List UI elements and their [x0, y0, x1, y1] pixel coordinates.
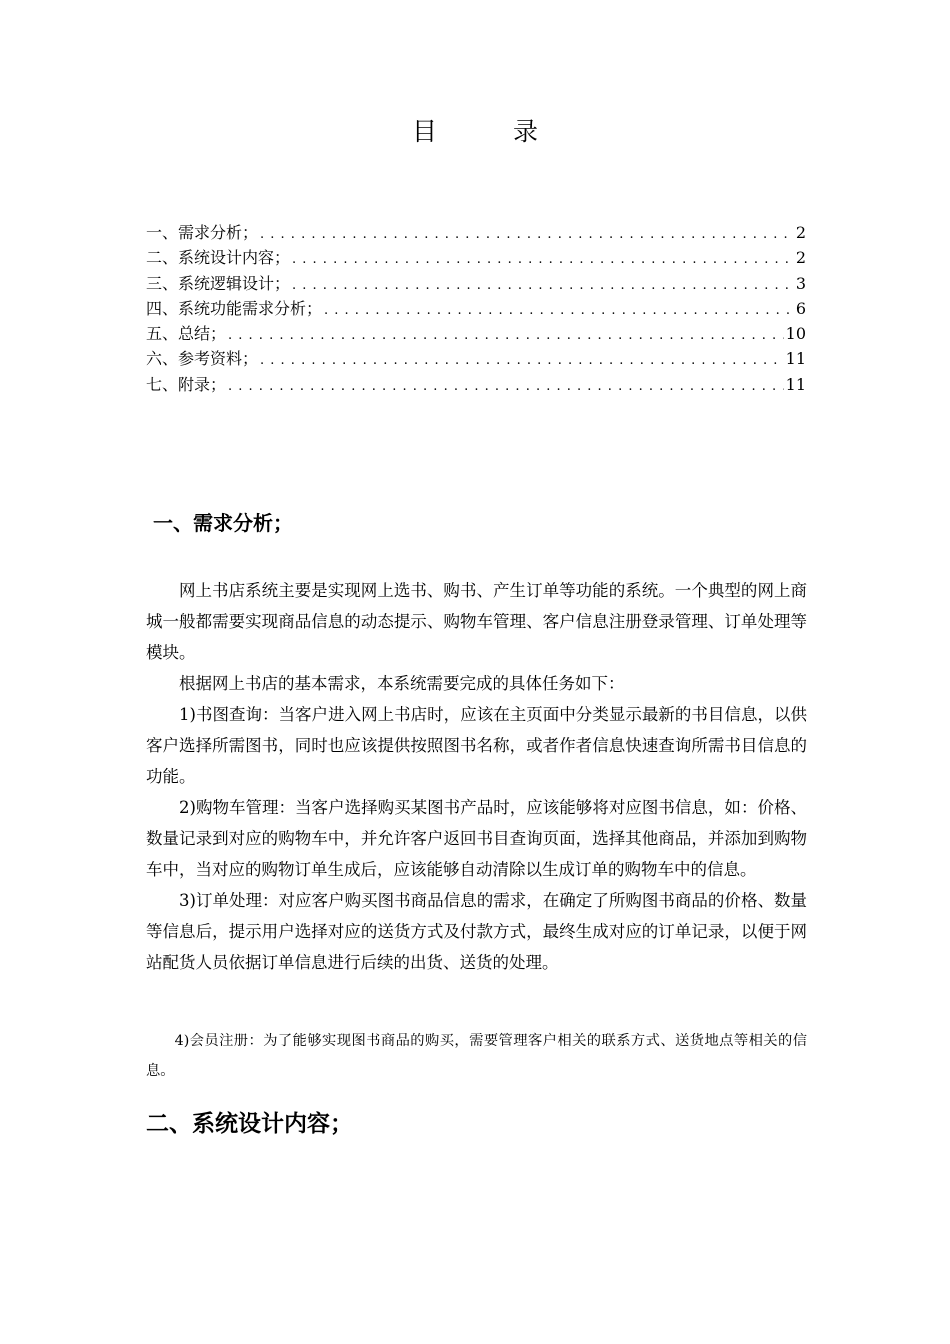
paragraph: 4)会员注册：为了能够实现图书商品的购买，需要管理客户相关的联系方式、送货地点等相关的信息。 [146, 1033, 807, 1079]
paragraph: 2)购物车管理：当客户选择购买某图书产品时，应该能够将对应图书信息，如：价格、数量记录到对应的购物车中，并允许客户返回书目查询页面，选择其他商品，并添加到购物车中，当对应的购物订单生成后，应该能够自动清除以生成订单的购物车中的信息。 [146, 798, 807, 879]
toc-entry[interactable] [146, 273, 806, 298]
paragraph: 网上书店系统主要是实现网上选书、购书、产生订单等功能的系统。一个典型的网上商城一般都需要实现商品信息的动态提示、购物车管理、客户信息注册登录管理、订单处理等模块。 [146, 581, 807, 662]
toc-title: 目 录 [412, 117, 572, 146]
toc-entry[interactable] [146, 323, 806, 348]
toc-leader-dots [228, 376, 784, 398]
section-2-heading: 二、系统设计内容； [146, 1111, 353, 1137]
toc-leader-dots [324, 300, 794, 322]
table-of-contents [146, 222, 806, 399]
toc-entry-label: 一、需求分析； [146, 223, 259, 242]
toc-entry-label: 二、系统设计内容； [146, 248, 291, 268]
toc-entry-page: 11 [785, 349, 806, 369]
toc-entry[interactable] [146, 348, 806, 373]
toc-entry[interactable] [146, 222, 806, 247]
section-1-note [146, 1026, 807, 1086]
toc-entry-page: 10 [785, 324, 806, 344]
toc-entry-page: 3 [795, 273, 806, 293]
toc-entry-label: 五、总结； [146, 324, 227, 344]
toc-entry-page: 6 [795, 298, 806, 318]
toc-leader-dots [260, 224, 794, 246]
paragraph: 根据网上书店的基本需求，本系统需要完成的具体任务如下： [179, 674, 625, 693]
paragraph: 1)书图查询：当客户进入网上书店时，应该在主页面中分类显示最新的书目信息，以供客户选择所需图书，同时也应该提供按照图书名称，或者作者信息快速查询所需书目信息的功能。 [146, 705, 807, 786]
toc-entry[interactable] [146, 247, 806, 272]
section-1-body [146, 575, 807, 978]
paragraph: 3)订单处理：对应客户购买图书商品信息的需求，在确定了所购图书商品的价格、数量等信息后，提示用户选择对应的送货方式及付款方式，最终生成对应的订单记录，以便于网站配货人员依据订单信息进行后续的出货、送货的处理。 [146, 891, 807, 972]
toc-entry-label: 四、系统功能需求分析； [146, 298, 323, 318]
toc-entry-label: 七、附录； [146, 374, 227, 394]
toc-leader-dots [292, 249, 794, 271]
toc-leader-dots [260, 350, 784, 372]
toc-entry[interactable] [146, 374, 806, 399]
toc-entry-page: 11 [785, 374, 806, 394]
toc-entry-page: 2 [795, 223, 806, 242]
section-1-heading: 一、需求分析； [153, 511, 293, 535]
toc-leader-dots [292, 275, 794, 297]
toc-entry-label: 三、系统逻辑设计； [146, 273, 291, 293]
toc-entry[interactable] [146, 298, 806, 323]
toc-entry-page: 2 [795, 248, 806, 268]
toc-leader-dots [228, 325, 784, 347]
toc-entry-label: 六、参考资料； [146, 349, 259, 369]
